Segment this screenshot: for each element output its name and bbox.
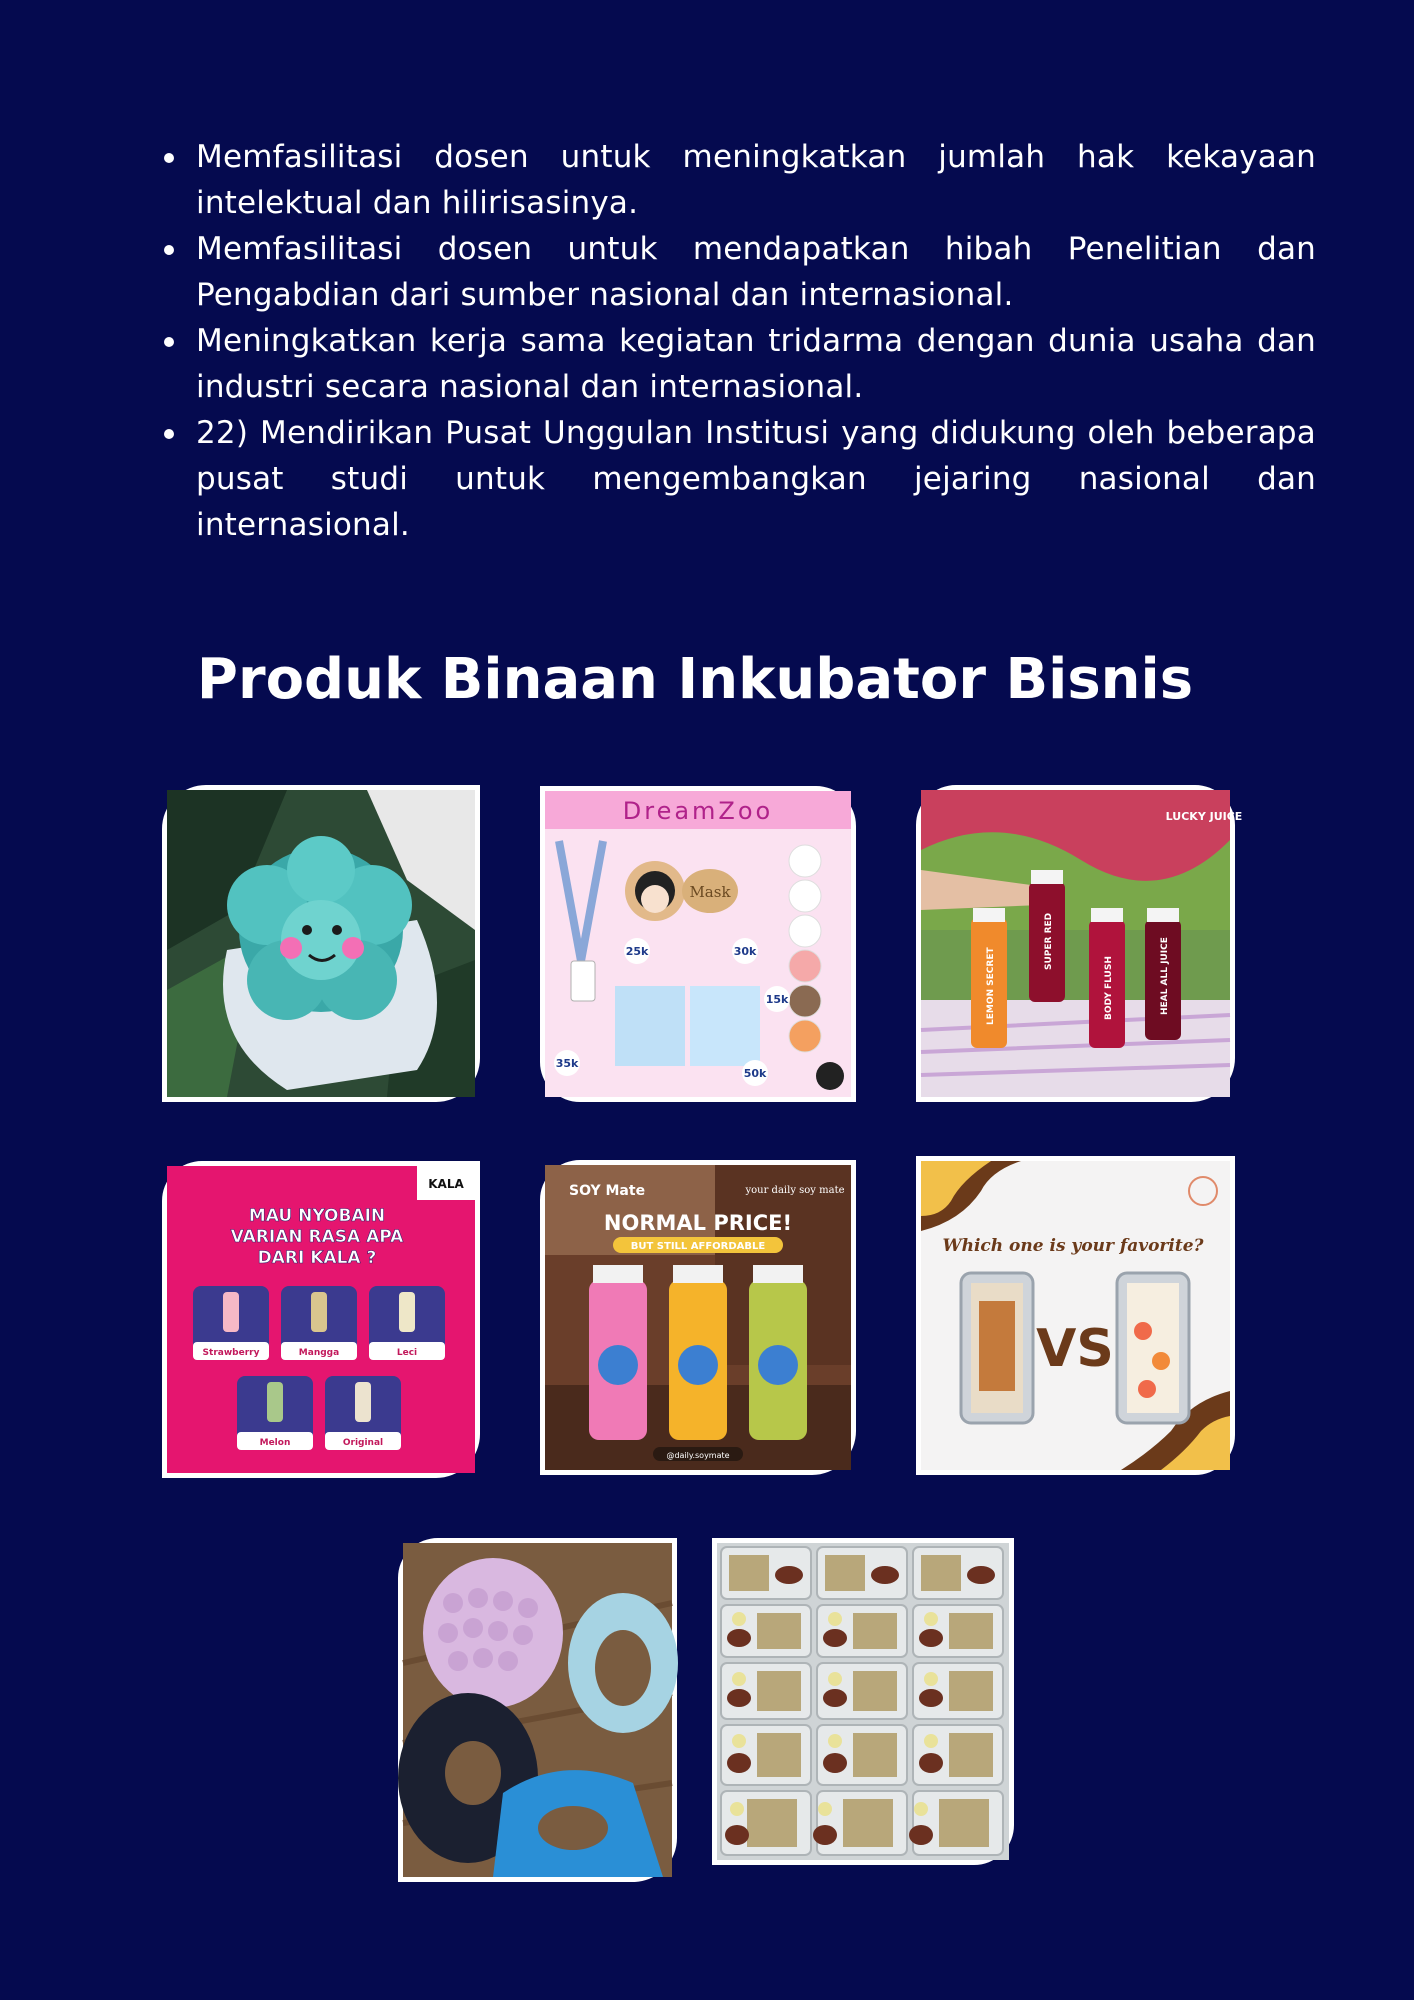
photo-kala <box>162 1161 480 1478</box>
bullet-item: 22) Mendirikan Pusat Unggulan Institusi yang didukung oleh beberapa pusat studi untuk mengembangkan jejaring nasional dan internasional. <box>196 410 1316 548</box>
soymate-headline: NORMAL PRICE! <box>603 1211 793 1235</box>
bullet-list <box>150 134 1316 548</box>
price-label: 30k <box>733 945 757 958</box>
kala-logo: KALA <box>428 1177 464 1191</box>
dreamzoo-logo-text: Mask <box>689 883 731 901</box>
flavor-label: Leci <box>396 1348 418 1358</box>
bullet-item: Meningkatkan kerja sama kegiatan tridarma dengan dunia usaha dan industri secara nasional dan internasional. <box>196 318 1316 410</box>
section-title: Produk Binaan Inkubator Bisnis <box>196 647 1194 712</box>
soymate-subheadline: BUT STILL AFFORDABLE <box>630 1241 766 1252</box>
photo-food-boxes <box>712 1538 1014 1865</box>
photo-lucky-juice <box>916 785 1243 1102</box>
photo-flower-bouquet <box>162 785 480 1102</box>
soymate-logo: SOY Mate <box>569 1183 646 1199</box>
flavor-label: Mangga <box>298 1348 340 1358</box>
sandwich-headline: Which one is your favorite? <box>942 1236 1204 1256</box>
soymate-tagline: your daily soy mate <box>745 1185 845 1196</box>
photo-soymate <box>540 1160 856 1475</box>
flavor-label: Original <box>342 1438 384 1448</box>
flavor-label: Strawberry <box>202 1348 260 1358</box>
price-label: 25k <box>625 945 649 958</box>
bottle-label: LEMON SECRET <box>986 947 996 1025</box>
flavor-label: Melon <box>259 1438 291 1448</box>
photo-crochet-bags <box>398 1538 677 1882</box>
bottle-label: HEAL ALL JUICE <box>1160 937 1170 1015</box>
price-label: 15k <box>765 993 789 1006</box>
dreamzoo-brand: DreamZoo <box>622 797 774 825</box>
lucky-juice-brand: LUCKY JUICE <box>1165 810 1243 823</box>
soymate-handle: @daily.soymate <box>666 1451 730 1460</box>
bottle-label: SUPER RED <box>1044 912 1054 970</box>
price-label: 50k <box>743 1067 767 1080</box>
bullet-item: Memfasilitasi dosen untuk meningkatkan jumlah hak kekayaan intelektual dan hilirisasinya. <box>196 134 1316 226</box>
photo-dreamzoo <box>540 786 856 1102</box>
kala-headline: DARI KALA ? <box>257 1248 377 1268</box>
kala-headline: MAU NYOBAIN <box>248 1206 386 1226</box>
bullet-item: Memfasilitasi dosen untuk mendapatkan hibah Penelitian dan Pengabdian dari sumber nasional dan internasional. <box>196 226 1316 318</box>
price-label: 35k <box>555 1057 579 1070</box>
vs-text: VS <box>1036 1319 1114 1379</box>
bottle-label: BODY FLUSH <box>1104 956 1114 1020</box>
kala-headline: VARIAN RASA APA <box>230 1227 404 1247</box>
photo-sandwich <box>916 1156 1235 1475</box>
